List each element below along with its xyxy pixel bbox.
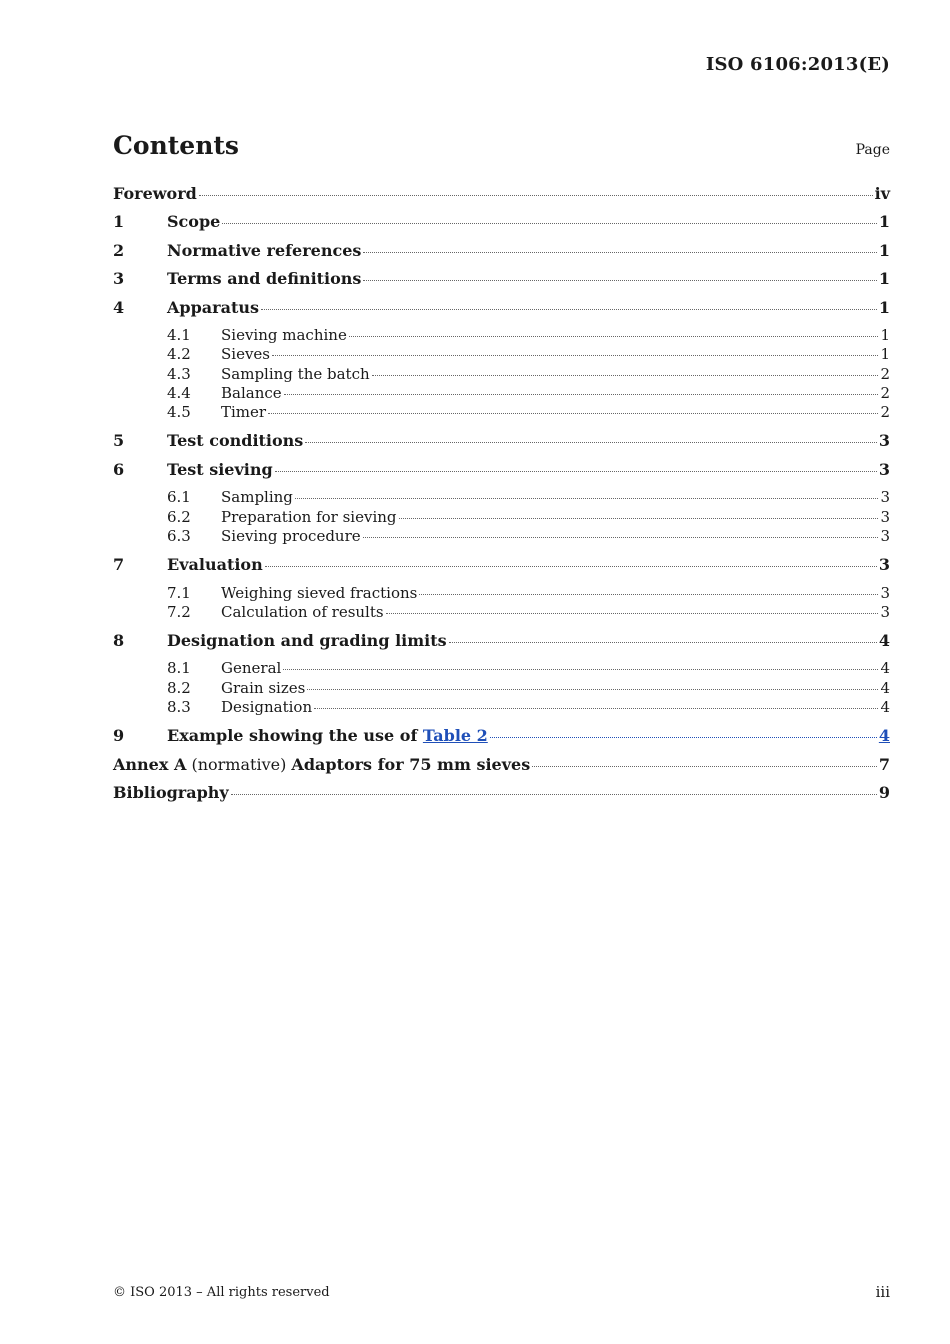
toc-entry-4[interactable]: 4 Apparatus 1	[113, 297, 890, 317]
toc-entry-4-2[interactable]: 4.2 Sieves 1	[167, 345, 890, 364]
toc-entry-8-3[interactable]: 8.3 Designation 4	[167, 698, 890, 717]
toc-entry-7-1[interactable]: 7.1 Weighing sieved fractions 3	[167, 583, 890, 602]
toc-entry-7-2[interactable]: 7.2 Calculation of results 3	[167, 602, 890, 621]
toc-entry-8-2[interactable]: 8.2 Grain sizes 4	[167, 678, 890, 697]
toc-entry-7[interactable]: 7 Evaluation 3	[113, 555, 890, 575]
toc-entry-4-3[interactable]: 4.3 Sampling the batch 2	[167, 364, 890, 383]
toc-entry-foreword[interactable]: Foreword iv	[113, 184, 890, 203]
toc-entry-5[interactable]: 5 Test conditions 3	[113, 431, 890, 451]
page-number: iii	[875, 1283, 890, 1301]
toc-entry-6-3[interactable]: 6.3 Sieving procedure 3	[167, 526, 890, 545]
toc-entry-8[interactable]: 8 Designation and grading limits 4	[113, 631, 890, 651]
toc-entry-9[interactable]: 9 Example showing the use of Table 2 4	[113, 726, 890, 746]
toc-entry-4-5[interactable]: 4.5 Timer 2	[167, 403, 890, 422]
toc-entry-annex-a[interactable]: Annex A (normative) Adaptors for 75 mm sieves 7	[113, 754, 890, 774]
toc-entry-3[interactable]: 3 Terms and definitions 1	[113, 269, 890, 289]
toc-entry-bibliography[interactable]: Bibliography 9	[113, 783, 890, 803]
toc-entry-6-2[interactable]: 6.2 Preparation for sieving 3	[167, 507, 890, 526]
toc-entry-6-1[interactable]: 6.1 Sampling 3	[167, 488, 890, 507]
copyright-notice: © ISO 2013 – All rights reserved	[113, 1285, 330, 1300]
toc-entry-9-page-link[interactable]: 4	[878, 726, 890, 746]
toc-entry-6[interactable]: 6 Test sieving 3	[113, 459, 890, 479]
toc-entry-2[interactable]: 2 Normative references 1	[113, 240, 890, 260]
toc-entry-4-1[interactable]: 4.1 Sieving machine 1	[167, 325, 890, 344]
toc-entry-1[interactable]: 1 Scope 1	[113, 212, 890, 232]
toc-entry-4-4[interactable]: 4.4 Balance 2	[167, 383, 890, 402]
page-column-label: Page	[855, 142, 890, 158]
table-2-link[interactable]: Table 2	[422, 726, 488, 746]
toc-entry-8-1[interactable]: 8.1 General 4	[167, 659, 890, 678]
standard-identifier: ISO 6106:2013(E)	[705, 54, 890, 75]
table-of-contents	[113, 184, 890, 812]
contents-heading: Contents	[113, 131, 240, 160]
